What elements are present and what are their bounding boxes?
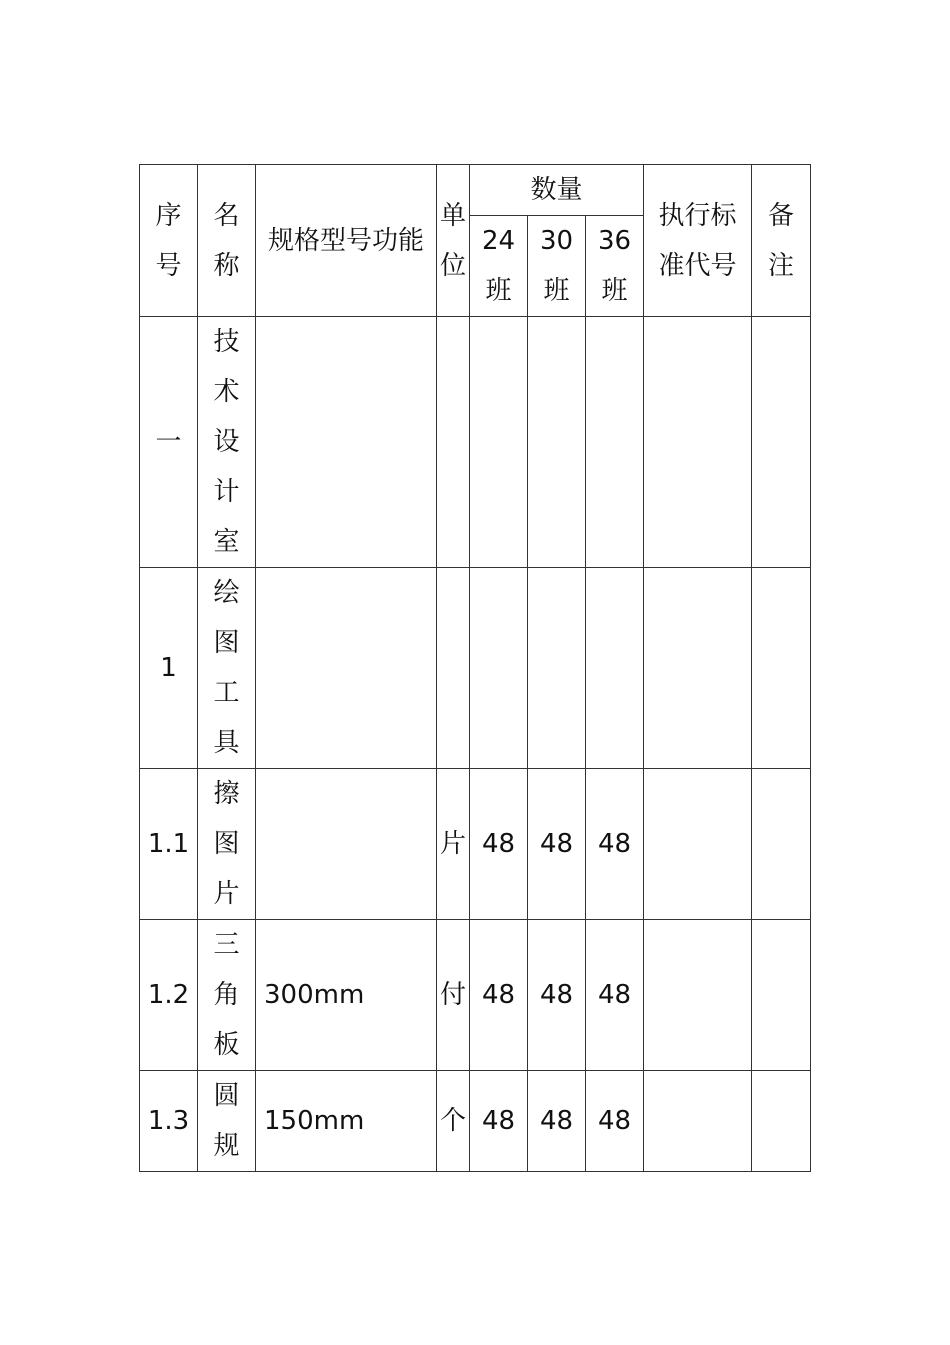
cell-seq: 一 [140,317,198,568]
header-row [140,165,811,216]
cell-seq: 1 [140,568,198,769]
cell-spec: 300mm [256,920,437,1071]
cell-q24: 48 [470,769,528,920]
cell-q36: 48 [586,769,644,920]
cell-q30 [528,568,586,769]
cell-unit: 付 [437,920,470,1071]
cell-spec [256,317,437,568]
cell-q30: 48 [528,769,586,920]
cell-seq: 1.2 [140,920,198,1071]
cell-standard [644,920,752,1071]
header-class-24: 24班 [470,216,528,317]
header-class-30: 30班 [528,216,586,317]
header-seq: 序号 [140,165,198,317]
cell-spec: 150mm [256,1071,437,1172]
header-name: 名称 [198,165,256,317]
table-row [140,769,811,920]
cell-q30: 48 [528,1071,586,1172]
equipment-table [139,164,811,1172]
cell-q36 [586,568,644,769]
header-quantity: 数量 [470,165,644,216]
cell-q24 [470,568,528,769]
header-unit: 单位 [437,165,470,317]
cell-standard [644,568,752,769]
header-remark: 备注 [752,165,811,317]
header-spec: 规格型号功能 [256,165,437,317]
cell-spec [256,769,437,920]
cell-q24: 48 [470,920,528,1071]
cell-name: 绘图工具 [198,568,256,769]
cell-name: 圆规 [198,1071,256,1172]
cell-remark [752,568,811,769]
header-class-36: 36班 [586,216,644,317]
cell-q30: 48 [528,920,586,1071]
cell-q36 [586,317,644,568]
table-row [140,317,811,568]
cell-standard [644,769,752,920]
cell-spec [256,568,437,769]
cell-name: 三角板 [198,920,256,1071]
cell-unit [437,317,470,568]
cell-standard [644,317,752,568]
cell-unit: 个 [437,1071,470,1172]
table-row [140,920,811,1071]
table-row [140,568,811,769]
cell-q24: 48 [470,1071,528,1172]
cell-remark [752,1071,811,1172]
cell-unit [437,568,470,769]
cell-seq: 1.3 [140,1071,198,1172]
cell-q30 [528,317,586,568]
cell-q36: 48 [586,1071,644,1172]
cell-q24 [470,317,528,568]
cell-remark [752,317,811,568]
cell-name: 擦图片 [198,769,256,920]
table-row [140,1071,811,1172]
cell-remark [752,769,811,920]
cell-unit: 片 [437,769,470,920]
cell-remark [752,920,811,1071]
cell-q36: 48 [586,920,644,1071]
cell-standard [644,1071,752,1172]
cell-name: 技术设计室 [198,317,256,568]
header-standard: 执行标准代号 [644,165,752,317]
cell-seq: 1.1 [140,769,198,920]
